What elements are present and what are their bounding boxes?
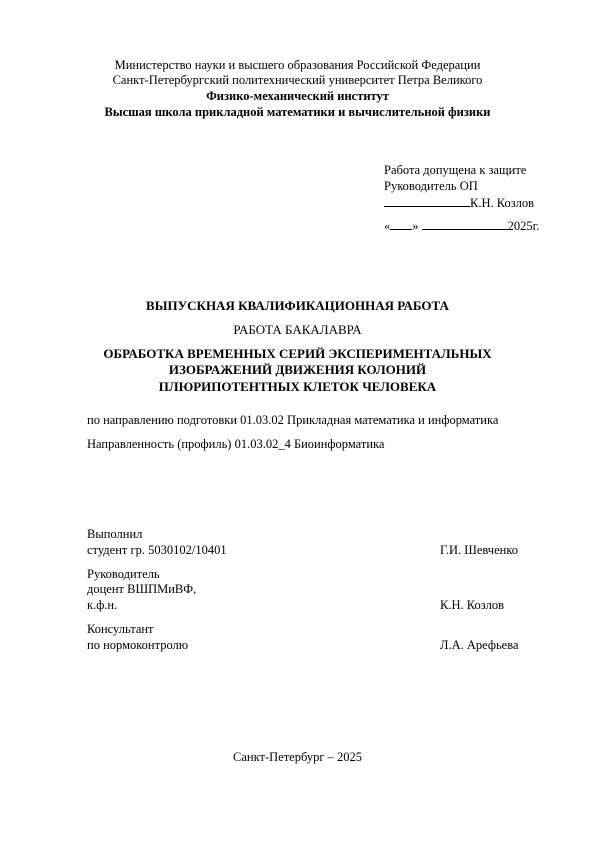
direction-line: по направлению подготовки 01.03.02 Прикладная математика и информатика — [87, 413, 499, 427]
signature-blank — [384, 195, 470, 207]
institute-line: Физико-механический институт — [206, 89, 389, 103]
approval-signer: К.Н. Козлов — [470, 196, 535, 210]
quote-open: « — [384, 219, 391, 233]
work-type: ВЫПУСКНАЯ КВАЛИФИКАЦИОННАЯ РАБОТА — [146, 298, 449, 313]
consultant-label: Консультант — [87, 622, 154, 636]
performer-label: Выполнил — [87, 527, 143, 541]
month-blank — [422, 218, 508, 230]
approval-signature-line — [384, 195, 534, 211]
topic-line-1: ОБРАБОТКА ВРЕМЕННЫХ СЕРИЙ ЭКСПЕРИМЕНТАЛЬНЫХ — [103, 346, 492, 361]
supervisor-label: Руководитель — [87, 567, 160, 581]
performer-name: Г.И. Шевченко — [440, 543, 519, 557]
consultant-name: Л.А. Арефьева — [440, 638, 519, 652]
performer-role: студент гр. 5030102/10401 — [87, 543, 227, 557]
university-line: Санкт-Петербургский политехнический университет Петра Великого — [112, 73, 483, 87]
approval-year: 2025г. — [507, 219, 540, 233]
profile-line: Направленность (профиль) 01.03.02_4 Биоинформатика — [87, 437, 385, 451]
approval-line-2: Руководитель ОП — [384, 179, 478, 193]
topic-line-3: ПЛЮРИПОТЕНТНЫХ КЛЕТОК ЧЕЛОВЕКА — [158, 379, 437, 394]
city-year: Санкт-Петербург – 2025 — [233, 750, 362, 764]
supervisor-name: К.Н. Козлов — [440, 598, 505, 612]
day-blank — [390, 218, 412, 230]
consultant-role: по нормоконтролю — [87, 638, 189, 652]
ministry-line: Министерство науки и высшего образования Российской Федерации — [114, 58, 481, 72]
quote-close: » — [412, 219, 419, 233]
topic-line-2: ИЗОБРАЖЕНИЙ ДВИЖЕНИЯ КОЛОНИЙ — [168, 362, 427, 377]
school-line: Высшая школа прикладной математики и вычислительной физики — [104, 105, 491, 119]
supervisor-role-2: к.ф.н. — [87, 598, 118, 612]
approval-line-1: Работа допущена к защите — [384, 163, 527, 177]
work-subtype: РАБОТА БАКАЛАВРА — [233, 322, 362, 337]
approval-date-line — [384, 218, 539, 234]
supervisor-role-1: доцент ВШПМиВФ, — [87, 582, 197, 596]
